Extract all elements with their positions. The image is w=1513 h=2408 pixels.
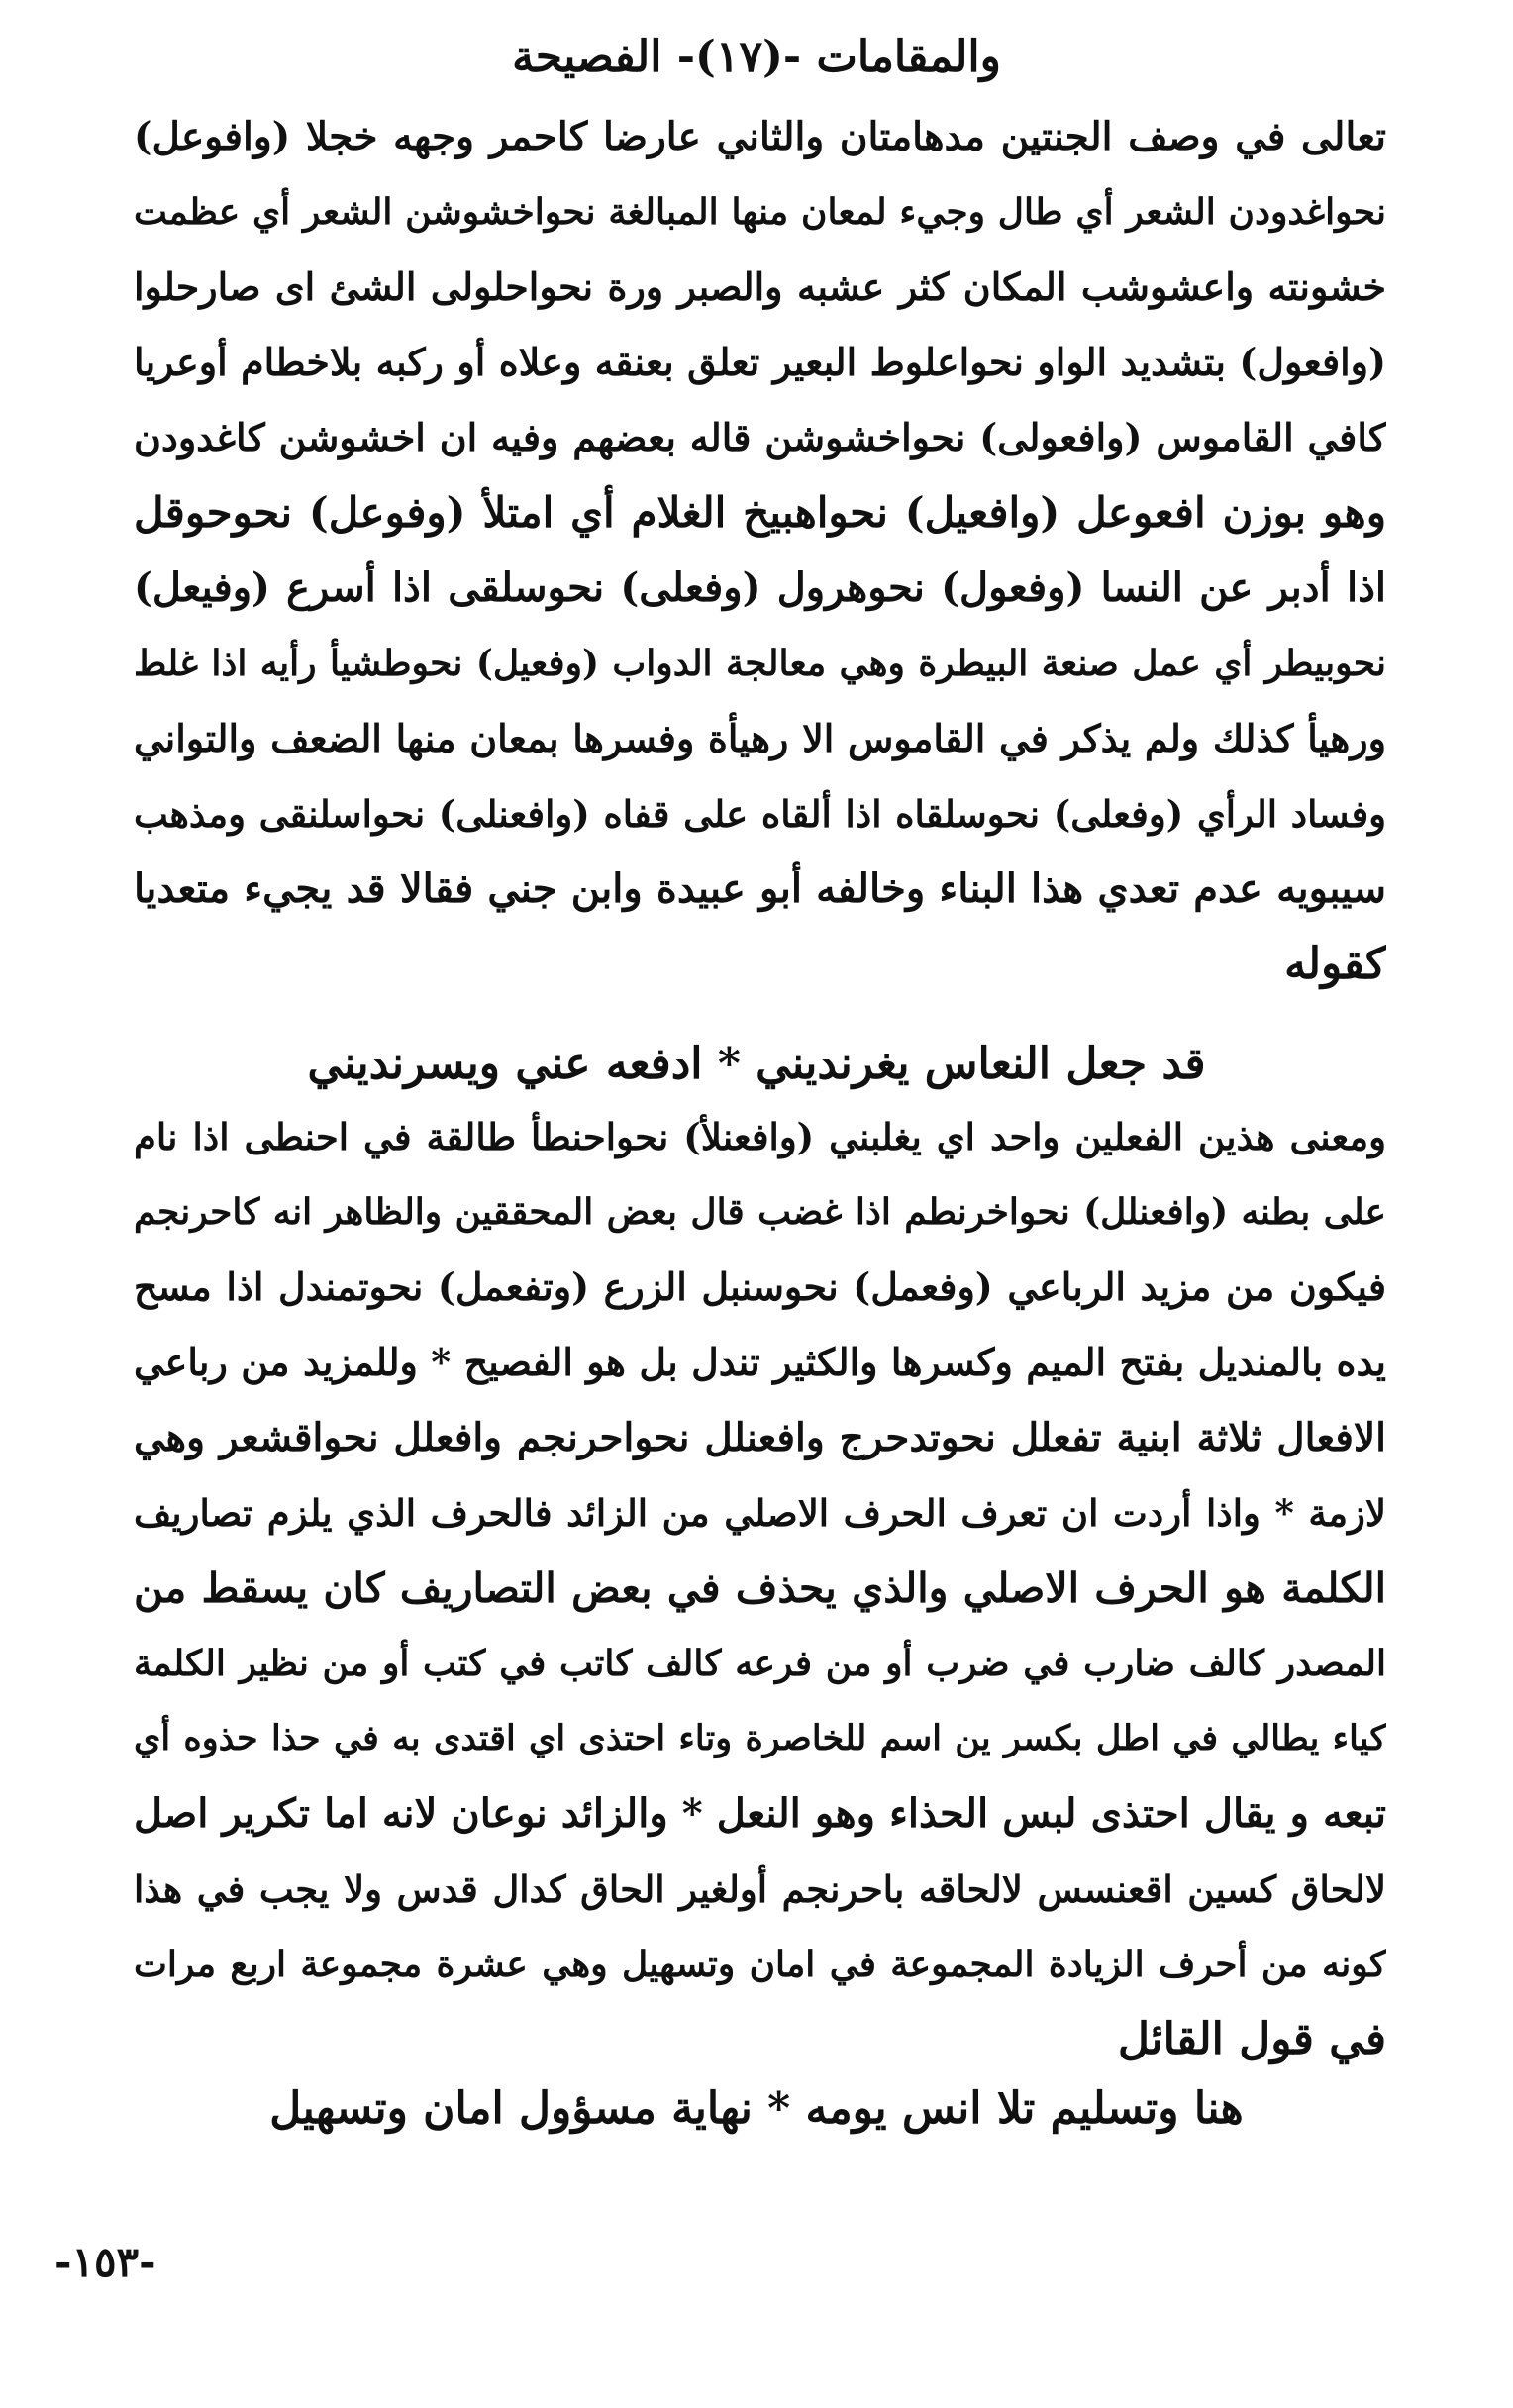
text-line: في قول القائل (1118, 2014, 1386, 2064)
paragraph-1 (134, 99, 1386, 1002)
text-line: نحوبيطر أي عمل صنعة البيطرة وهي معالجة الدواب (وفعيل) نحوطشيأ رأيه اذا غلط (134, 643, 1386, 684)
verse-line: قد جعل النعاس يغرنديني * ادفعه عني ويسرنديني (307, 1039, 1206, 1089)
verse-line: هنا وتسليم تلا انس يومه * نهاية مسؤول امان وتسهيل (269, 2083, 1244, 2134)
text-line: فيكون من مزيد الرباعي (وفعمل) نحوسنبل الزرع (وتفعمل) نحوتمندل اذا مسح (134, 1264, 1386, 1309)
text-line: تبعه و يقال احتذى لبس الحذاء وهو النعل * والزائد نوعان لانه اما تكرير اصل (134, 1790, 1386, 1837)
text-line: كونه من أحرف الزيادة المجموعة في امان وتسهيل وهي عشرة مجموعة اربع مرات (134, 1944, 1386, 1985)
text-line: يده بالمنديل بفتح الميم وكسرها والكثير تندل بل هو الفصيح * وللمزيد من رباعي (134, 1340, 1386, 1384)
text-line: لازمة * واذا أردت ان تعرف الحرف الاصلي من الزائد فالحرف الذي يلزم تصاريف (134, 1491, 1386, 1535)
text-line: ومعنى هذين الفعلين واحد اي يغلبني (وافعنلأ) نحواحنطأ طالقة في احنطى اذا نام (134, 1115, 1386, 1158)
text-line: على بطنه (وافعنلل) نحواخرنطم اذا غضب قال بعض المحققين والظاهر انه كاحرنجم (134, 1191, 1386, 1233)
paragraph-2 (134, 1099, 1386, 2077)
text-line: وفساد الرأي (وفعلى) نحوسلقاه اذا ألقاه على قفاه (وافعنلى) نحواسلنقى ومذهب (134, 792, 1386, 836)
text-line: نحواغدودن الشعر أي طال وجيء لمعان منها المبالغة نحواخشوشن الشعر أي عظمت (134, 191, 1386, 233)
text-line: كقوله (1284, 939, 1386, 989)
text-line: كافي القاموس (وافعولى) نحواخشوشن قاله بعضهم وفيه ان اخشوشن كاغدودن (134, 415, 1386, 459)
text-line: اذا أدبر عن النسا (وفعول) نحوهرول (وفعلى) نحوسلقى اذا أسرع (وفيعل) (134, 564, 1386, 611)
text-line: (وافعول) بتشديد الواو نحواعلوط البعير تعلق بعنقه وعلاه أو ركبه بلاخطام أوعريا (134, 340, 1386, 384)
text-line: الكلمة هو الحرف الاصلي والذي يحذف في بعض التصاريف كان يسقط من (134, 1564, 1386, 1612)
text-line: ورهيأ كذلك ولم يذكر في القاموس الا رهيأة وفسرها بمعان منها الضعف والتواني (134, 716, 1386, 760)
page-number: -١٥٣- (54, 2238, 156, 2286)
text-line: المصدر كالف ضارب في ضرب أو من فرعه كالف كاتب في كتب أو من نظير الكلمة (134, 1643, 1386, 1684)
running-header: والمقامات -(١٧)- الفصيحة (512, 32, 1001, 82)
text-line: سيبويه عدم تعدي هذا البناء وخالفه أبو عبيدة وابن جني فقالا قد يجيء متعديا (134, 865, 1386, 912)
text-line: وهو بوزن افعوعل (وافعيل) نحواهبيخ الغلام أي امتلأ (وفوعل) نحوحوقل (134, 488, 1386, 537)
text-line: تعالى في وصف الجنتين مدهامتان والثاني عارضا كاحمر وجهه خجلا (وافوعل) (134, 114, 1386, 159)
text-line: خشونته واعشوشب المكان كثر عشبه والصبر ورة نحواحلولى الشئ اى صارحلوا (134, 264, 1386, 309)
text-line: الافعال ثلاثة ابنية تفعلل نحوتدحرج وافعنلل نحواحرنجم وافعلل نحواقشعر وهي (134, 1415, 1386, 1460)
text-line: كياء يطالي في اطل بكسر ين اسم للخاصرة وتاء احتذى اي اقتدى به في حذا حذوه أي (134, 1718, 1386, 1758)
text-line: لالحاق كسين اقعنسس لالحاقه باحرنجم أولغير الحاق كدال قدس ولا يجب في هذا (134, 1867, 1386, 1911)
